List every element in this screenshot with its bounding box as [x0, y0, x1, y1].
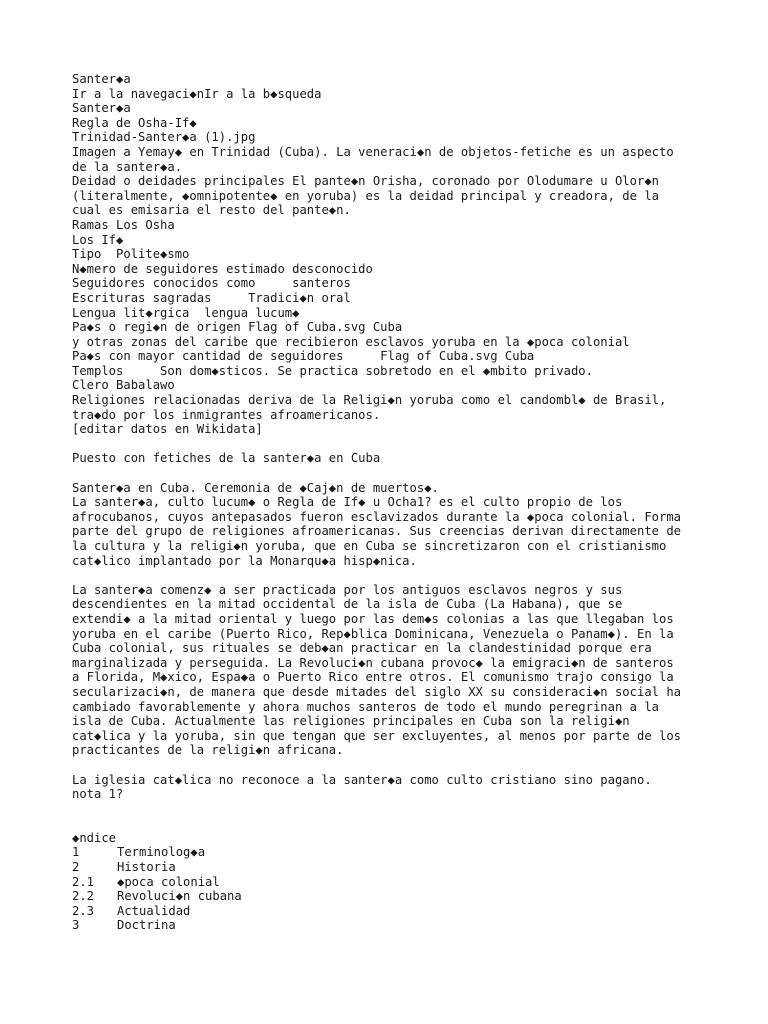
toc-item[interactable] [72, 889, 712, 904]
spacer [72, 568, 712, 583]
article-title: Santer◆a [72, 72, 131, 86]
toc-item-label[interactable]: Terminolog◆a [117, 845, 206, 860]
table-of-contents [72, 831, 712, 933]
infobox-row-language: Lengua lit◆rgica lengua lucum◆ [72, 305, 300, 320]
toc-item-label[interactable]: Doctrina [117, 918, 176, 933]
infobox-row-deities: Deidad o deidades principales El pante◆n Orisha, coronado por Olodumare u Olor◆n (literalmente, ◆omnipotente◆ en yoruba) es la deidad principal y creadora, de la cual es emisaria el resto del pante◆n. [72, 174, 659, 218]
infobox-title: Santer◆a [72, 101, 131, 116]
toc-item-label[interactable]: Revoluci◆n cubana [117, 889, 242, 904]
infobox-row-clergy: Clero Babalawo [72, 378, 175, 393]
infobox-subtitle: Regla de Osha-If◆ [72, 115, 197, 130]
infobox-row-type: Tipo Polite◆smo [72, 247, 190, 262]
infobox-row-temples: Templos Son dom◆sticos. Se practica sobretodo en el ◆mbito privado. [72, 363, 593, 378]
toc-title: ◆ndice [72, 830, 117, 845]
church-paragraph: La iglesia cat◆lica no reconoce a la santer◆a como culto cristiano sino pagano. nota 1? [72, 772, 652, 802]
infobox-row-related: Religiones relacionadas deriva de la Religi◆n yoruba como el candombl◆ de Brasil, tra◆do por los inmigrantes afroamericanos. [72, 393, 667, 422]
toc-item-number: 2.1 [72, 874, 95, 889]
toc-item[interactable] [72, 875, 712, 890]
infobox-row-scriptures: Escrituras sagradas Tradici◆n oral [72, 290, 351, 305]
toc-item-number: 2.2 [72, 889, 95, 904]
toc-item[interactable] [72, 845, 712, 860]
figure-caption: Puesto con fetiches de la santer◆a en Cuba [72, 451, 381, 466]
edit-wikidata-link[interactable]: [editar datos en Wikidata] [72, 422, 263, 437]
toc-item[interactable] [72, 918, 712, 933]
toc-item[interactable] [72, 904, 712, 919]
toc-item-number: 1 [72, 845, 80, 860]
image-caption: Imagen a Yemay◆ en Trinidad (Cuba). La veneraci◆n de objetos-fetiche es un aspecto de la santer◆a. [72, 144, 674, 174]
skip-links[interactable]: Ir a la navegaci◆nIr a la b◆squeda [72, 86, 322, 101]
infobox-row-followers-count: N◆mero de seguidores estimado desconocido [72, 261, 373, 276]
toc-item-label[interactable]: Historia [117, 860, 176, 875]
spacer [72, 437, 712, 452]
toc-item[interactable] [72, 860, 712, 875]
infobox-row-origin-2: y otras zonas del caribe que recibieron esclavos yoruba en la ◆poca colonial [72, 334, 630, 349]
infobox-row-followers-name: Seguidores conocidos como santeros [72, 276, 351, 291]
infobox-row-branches: Ramas Los Osha [72, 217, 175, 232]
document-page [72, 72, 712, 933]
history-paragraph: La santer◆a comenz◆ a ser practicada por los antiguos esclavos negros y sus descendientes en la mitad occidental de la isla de Cuba (La Habana), que se extendi◆ a la mitad oriental y luego por las dem◆s colonias a las que llegaban los yoruba en el caribe (Puerto Rico, Rep◆blica Dominicana, Venezuela o Panam◆). En la Cuba colonial, sus rituales se deb◆an practicar en la clandestinidad porque era marginalizada y perseguida. La Revoluci◆n cubana provoc◆ la emigraci◆n de santeros a Florida, M◆xico, Espa◆a o Puerto Rico entre otros. El comunismo trajo consigo la secularizaci◆n, de manera que desde mitades del siglo XX su consideraci◆n social ha cambiado favorablemente y ahora muchos santeros de todo el mundo peregrinan a la isla de Cuba. Actualmente las religiones principales en Cuba son la religi◆n cat◆lica y la yoruba, sin que tengan que ser excluyentes, al menos por parte de los practicantes de la religi◆n africana. [72, 582, 682, 758]
infobox-row-origin: Pa◆s o regi◆n de origen Flag of Cuba.svg Cuba [72, 320, 403, 335]
toc-item-number: 2.3 [72, 903, 95, 918]
toc-item-label[interactable]: Actualidad [117, 903, 191, 918]
toc-item-label[interactable]: ◆poca colonial [117, 874, 220, 889]
spacer [72, 758, 712, 773]
spacer [72, 466, 712, 481]
infobox-row-branches-2: Los If◆ [72, 232, 124, 247]
spacer [72, 802, 712, 831]
toc-item-number: 3 [72, 918, 80, 933]
toc-item-number: 2 [72, 860, 80, 875]
infobox-row-most-followers: Pa◆s con mayor cantidad de seguidores Flag of Cuba.svg Cuba [72, 349, 535, 364]
image-filename: Trinidad-Santer◆a (1).jpg [72, 130, 256, 145]
intro-paragraph: Santer◆a en Cuba. Ceremonia de ◆Caj◆n de muertos◆. La santer◆a, culto lucum◆ o Regla de If◆ u Ocha1? es el culto propio de los afrocubanos, cuyos antepasados fueron esclavizados durante la ◆poca colonial. Forma parte del grupo de religiones afroamericanas. Sus creencias derivan directamente de la cultura y la religi◆n yoruba, que en Cuba se sincretizaron con el cristianismo cat◆lico implantado por la Monarqu◆a hisp◆nica. [72, 480, 682, 568]
infobox [72, 72, 712, 437]
